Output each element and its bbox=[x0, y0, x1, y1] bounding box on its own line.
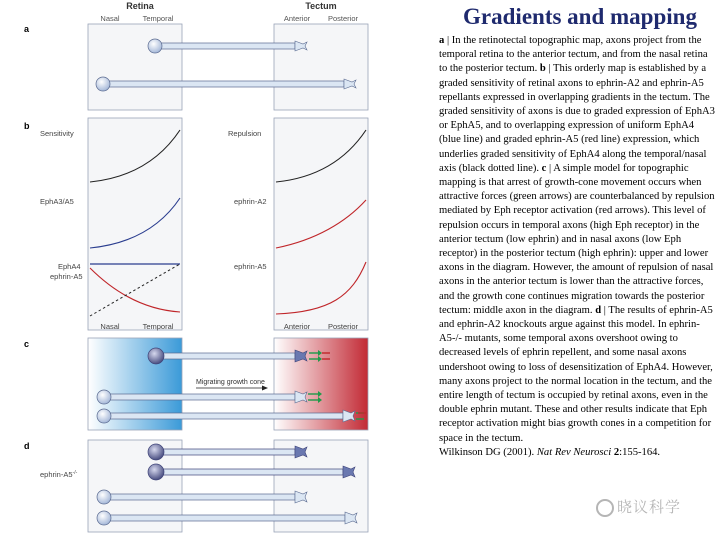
repulsion-label: Repulsion bbox=[228, 129, 262, 138]
sensitivity-label: Sensitivity bbox=[40, 129, 74, 138]
migrating-label: Migrating growth cone bbox=[196, 379, 265, 386]
tectum-title: Tectum bbox=[305, 1, 337, 11]
ephrin-a5-left-label: ephrin-A5 bbox=[50, 272, 83, 281]
caption-a-label: a bbox=[439, 35, 445, 46]
watermark-logo-icon bbox=[596, 499, 614, 517]
watermark-text: 晓议科学 bbox=[617, 498, 682, 516]
panel-label-b: b bbox=[24, 121, 30, 131]
tectum-box-a bbox=[274, 24, 368, 110]
mutant-label-text: ephrin-A5 bbox=[40, 470, 73, 479]
retina-nasal-label: Nasal bbox=[100, 14, 120, 23]
axis-anterior-label: Anterior bbox=[283, 322, 311, 331]
reference-pages: :155-164. bbox=[619, 446, 661, 458]
watermark bbox=[596, 496, 681, 517]
caption-d-label: d bbox=[595, 304, 602, 316]
retina-box-a bbox=[88, 24, 182, 110]
panel-label-d: d bbox=[24, 441, 30, 451]
reference-journal: Nat Rev Neurosci bbox=[536, 446, 612, 458]
epha4-label: EphA4 bbox=[58, 262, 81, 271]
panel-label-a: a bbox=[24, 24, 30, 34]
axis-posterior-label: Posterior bbox=[327, 322, 359, 331]
retina-title: Retina bbox=[126, 1, 154, 11]
page-title: Gradients and mapping bbox=[463, 4, 697, 29]
axis-nasal-label: Nasal bbox=[100, 322, 120, 331]
reference-author: Wilkinson DG (2001). bbox=[439, 446, 537, 458]
tectum-posterior-label: Posterior bbox=[327, 14, 359, 23]
migrating-arrow bbox=[196, 386, 268, 391]
panel-label-c: c bbox=[24, 339, 30, 349]
caption-b-text: | This orderly map is established by a graded sensitivity of retinal axons to ephrin-A2 and ephrin-A5 repellants expressed in overlapping gradients in the tectum. The graded sensitivity of axons is due to graded expression of EphA3 or EphA5, and to overlapping expression of uniform EphA4 (blue line) and graded ephrin-A5 (red line) expression, which underlies graded sensitivity of EphA4 along the temporal/nasal axis (black dotted line). bbox=[439, 63, 715, 174]
figure-caption bbox=[439, 34, 715, 460]
caption-b-label: b bbox=[539, 63, 546, 75]
caption-d-text: | The results of ephrin-A5 and ephrin-A2 knockouts argue against this model. In ephrin-A5-/- mutants, some temporal axons overshoot owing to decreased levels of ephrin repellent, and some nasal axons undershoot owing to loss of desensitization of EphA4. However, many axons project to the normal location in the tectum, and the entire length of tectum is occupied by retinal axons, even in the double ephrin mutant. These and other results indicate that Eph receptor activation might bias growth cones in a competition for space in the tectum. bbox=[439, 304, 713, 444]
epha3-a5-label: EphA3/A5 bbox=[40, 197, 74, 206]
axis-temporal-label: Temporal bbox=[142, 322, 174, 331]
caption-c-text: | A simple model for topographic mapping is that arrest of growth-cone movement occurs when attractive forces (green arrows) are counterbalanced by repulsion mediated by Eph receptor activation (red arrows). This level of repulsion occurs in temporal axons (high Eph receptor) in the anterior tectum (low ephrin) and in nasal axons (low Eph receptor) in the posterior tectum (high ephrin): upper and lower axons in the diagram. However, the amount of repulsion of nasal axons in the anterior tectum is lower than the attractive forces, and the growth cone continues migration towards the posterior tectum: middle axon in the diagram. bbox=[439, 162, 715, 316]
ephrin-a5-right-label: ephrin-A5 bbox=[234, 262, 267, 271]
reference-volume: 2 bbox=[611, 446, 620, 458]
ephrin-a2-label: ephrin-A2 bbox=[234, 197, 267, 206]
mutant-label bbox=[40, 470, 78, 479]
retina-temporal-label: Temporal bbox=[142, 14, 174, 23]
mutant-label-superscript: -/- bbox=[72, 470, 78, 476]
tectum-box-b bbox=[274, 118, 368, 330]
caption-c-label: c bbox=[541, 162, 547, 174]
caption-a-text: | In the retinotectal topographic map, axons project from the temporal retina to the anterior tectum, and from the nasal retina to the posterior tectum. bbox=[439, 35, 708, 75]
retina-box-b bbox=[88, 118, 182, 330]
tectum-anterior-label: Anterior bbox=[283, 14, 311, 23]
